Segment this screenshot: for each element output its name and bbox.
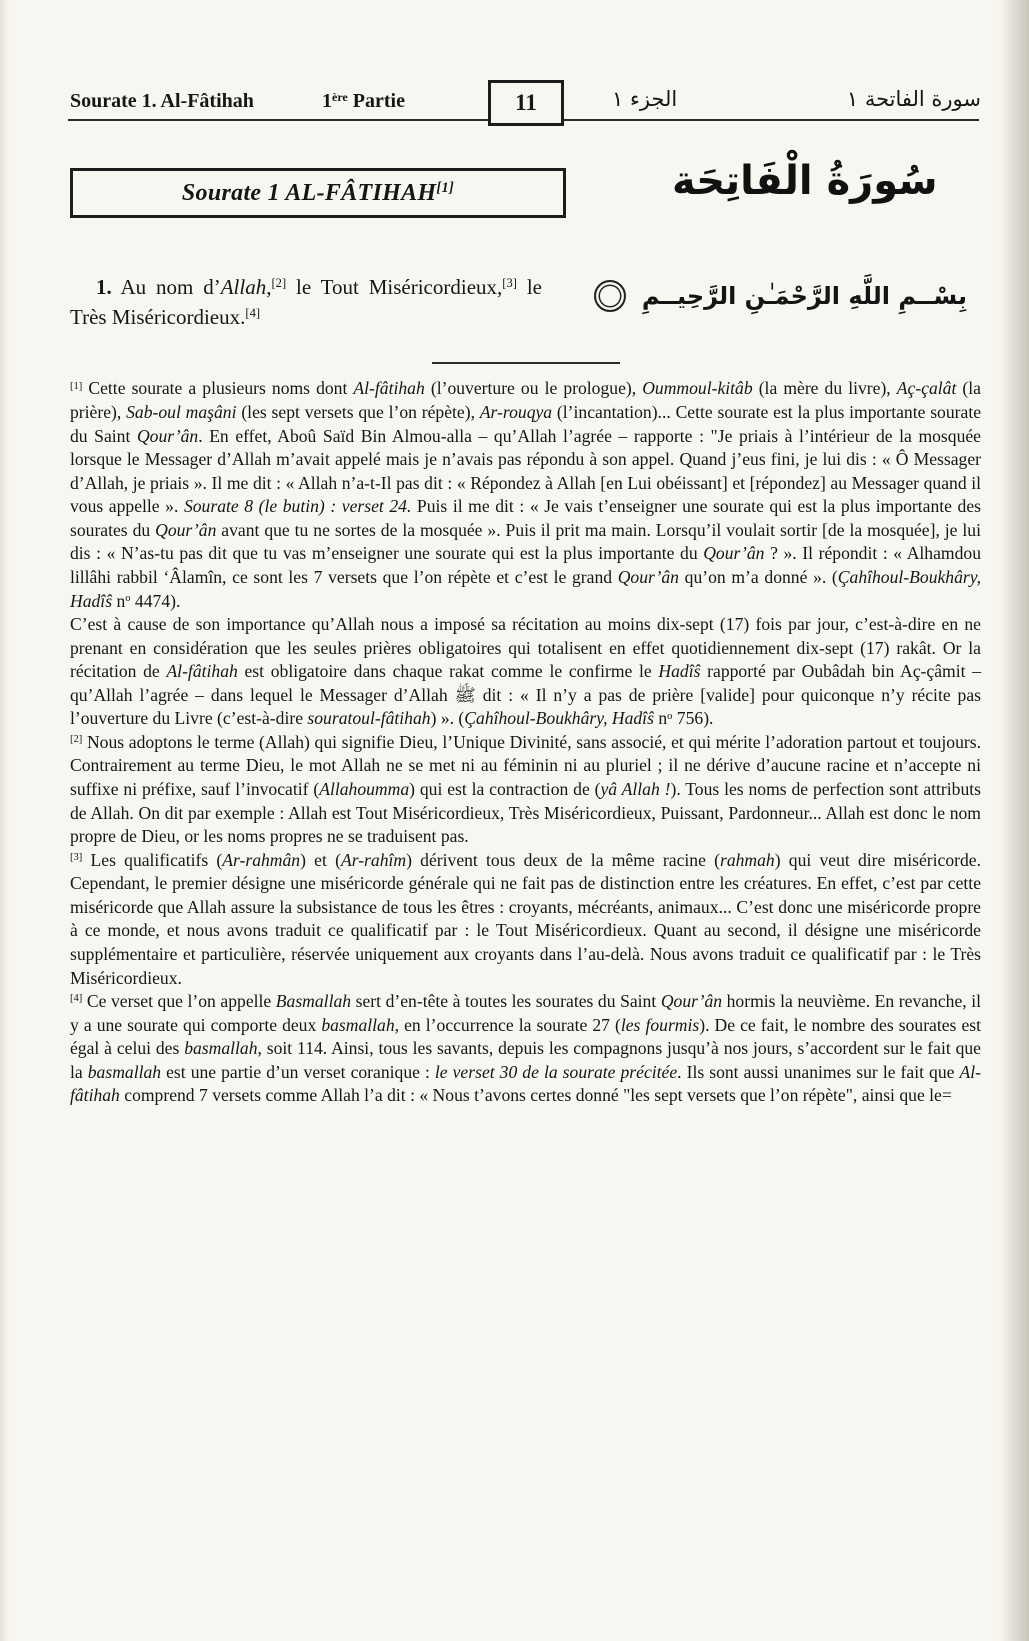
surah-title-arabic-calligraphy: سُورَةُ الْفَاتِحَة <box>672 158 938 204</box>
footnote-separator <box>432 362 620 364</box>
footnote-paragraph: [3] Les qualificatifs (Ar-rahmân) et (Ar-rahîm) dérivent tous deux de la même racine (rahmah) qui veut dire miséricorde. Cependant, le premier désigne une miséricorde générale qui ne fait pas de distinction entre les créatures. En effet, c’est par cette miséricorde que Allah assure la subsistance de tous les êtres : croyants, mécréants, animaux... C’est donc une miséricorde propre à ce monde, et nous avons traduit ce qualificatif par : le Tout Miséricordieux. Quant au second, il désigne une miséricorde supplémentaire et particulière, réservée uniquement aux croyants dans l’au-delà. Nous avons traduit ce qualificatif par : le Très Miséricordieux. <box>70 849 982 988</box>
footnote-paragraph: [2] Nous adoptons le terme (Allah) qui signifie Dieu, l’Unique Divinité, sans associé, et qui mérite l’adoration partout et toujours. Contrairement au terme Dieu, le mot Allah ne se met ni au féminin ni au pluriel ; il ne dérive d’aucune racine et n’accepte ni suffixe ni préfixe, sauf l’invocatif (Allahoumma) qui est la contraction de (yâ Allah !). Tous les noms de perfection sont attributs de Allah. On dit par exemple : Allah est Tout Miséricordieux, Très Miséricordieux, Puissant, Pardonneur... Allah est donc le nom propre de Dieu, or les noms propres ne se traduisent pas. <box>70 731 981 847</box>
surah-title: Sourate 1 AL-FÂTIHAH[1] <box>181 179 455 206</box>
verse-translation-text: 1. Au nom d’Allah,[2] le Tout Miséricordieux,[3] le Très Miséricordieux.[4] <box>70 275 542 330</box>
footnote-paragraph: [1] Cette sourate a plusieurs noms dont Al-fâtihah (l’ouverture ou le prologue), Oummoul-kitâb (la mère du livre), Aç-çalât (la prière), Sab-oul maşâni (les sept versets que l’on répète), Ar-rouqya (l’incantation)... Cette sourate est la plus importante sourate du Saint Qour’ân. En effet, Aboû Saïd Bin Almou-alla – qu’Allah l’agrée – rapporte : "Je priais à l’intérieur de la mosquée lorsque le Messager d’Allah m’avait appelé mais je n’avais pas répondu à son appel. Quand j’eus fini, je lui dis : « Ô Messager d’Allah, je priais ». Il me dit : « Allah n’a-t-Il pas dit : « Répondez à Allah [en Lui obéissant] et [répondez] au Messager quand il vous appelle ». Sourate 8 (le butin) : verset 24. Puis il me dit : « Je vais t’enseigner une sourate qui est la plus importante des sourates du Qour’ân avant que tu ne sortes de la mosquée ». Puis il prit ma main. Lorsqu’il voulait sortir [de la mosquée], je lui dis : « N’as-tu pas dit que tu vas m’enseigner une sourate qui est la plus importante du Qour’ân ? ». Il répondit : « Alhamdou lillâhi rabbil ‘Âlamîn, ce sont les 7 versets que l’on répète et c’est le grand Qour’ân qu’on m’a donné ». (Çahîhoul-Boukhâry, Hadîŝ $n^o$ 4474). <box>70 378 982 611</box>
verse-arabic-block <box>594 280 967 312</box>
ayah-end-marker-icon <box>594 280 626 312</box>
surah-title-row <box>70 158 981 226</box>
verse-row <box>70 272 981 332</box>
header-part-label: 1ère Partie <box>322 90 405 112</box>
basmala-arabic-text: بِسْــمِ اللَّهِ الرَّحْمَـٰنِ الرَّحِيــمِ <box>641 282 967 310</box>
header-surah-title: Sourate 1. Al-Fâtihah <box>70 90 254 112</box>
surah-title-box <box>70 168 566 218</box>
footnotes <box>70 377 981 1107</box>
footnote-paragraph: C’est à cause de son importance qu’Allah nous a imposé sa récitation au moins dix-sept (17) fois par jour, c’est-à-dire en ne prenant en considération que les seules prières obligatoires qui totalisent en effet quotidiennement dix-sept (17) rakât. Or la récitation de Al-fâtihah est obligatoire dans chaque rakat comme le confirme le Hadîŝ rapporté par Oubâdah bin Aç-çâmit – qu’Allah l’agrée – dans lequel le Messager d’Allah ﷺ dit : « Il n’y a pas de prière [valide] pour quiconque n’y récite pas l’ouverture du Livre (c’est-à-dire souratoul-fâtihah) ». (Çahîhoul-Boukhâry, Hadîŝ $n^o$ 756). <box>70 614 981 729</box>
page-number-box <box>488 80 564 126</box>
running-header <box>70 88 981 138</box>
footnote-paragraph: [4] Ce verset que l’on appelle Basmallah sert d’en-tête à toutes les sourates du Saint Qour’ân hormis la neuvième. En revanche, il y a une sourate qui comporte deux basmallah, en l’occurrence la sourate 27 (les fourmis). De ce fait, le nombre des sourates est égal à celui des basmallah, soit 114. Ainsi, tous les savants, depuis les compagnons jusqu’à nos jours, s’accordent sur le fait que la basmallah est une partie d’un verset coranique : le verset 30 de la sourate précitée. Ils sont aussi unanimes sur le fait que Al-fâtihah comprend 7 versets comme Allah l’a dit : « Nous t’avons certes donné "les sept versets que l’on répète", ainsi que le= <box>70 991 982 1106</box>
page-number: 11 <box>515 90 537 115</box>
header-arabic-surah-title: سورة الفاتحة ١ <box>846 87 981 111</box>
header-arabic-part-label: الجزء ١ <box>612 87 678 111</box>
